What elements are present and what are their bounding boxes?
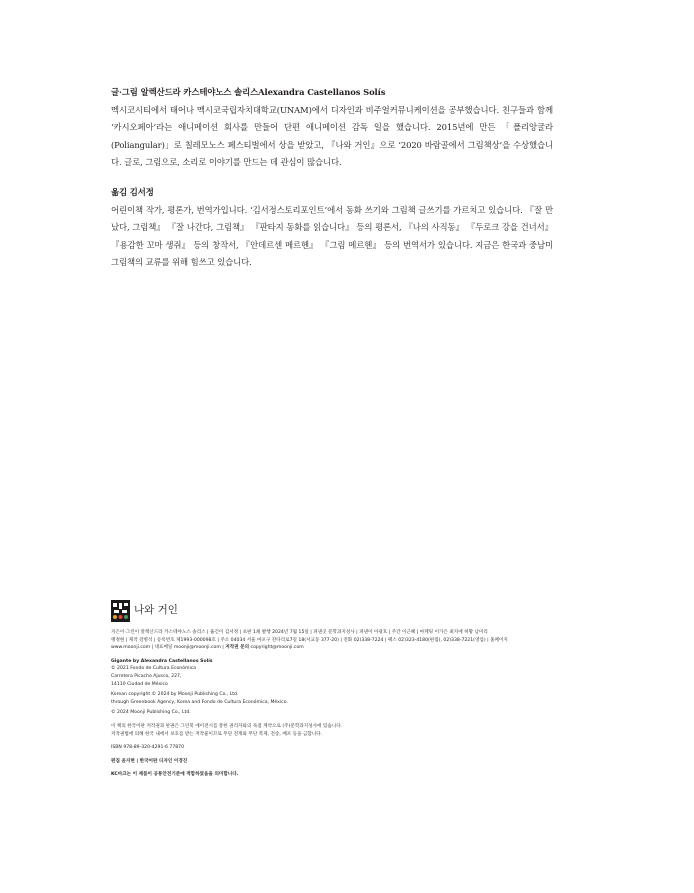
credits-line: 지은이·그린이 알렉산드라 카스테야노스 솔리스 | 옮긴이 김서정 | 초판 1쇄 발행 2024년 7월 15일 | 펴낸곳 문학과지성사 | 펴낸이 이광호 | 주간 이근혜 | 마케팅 이가은 최지애 허황 남미리	[111, 630, 488, 635]
author-bio-section	[111, 84, 553, 172]
translator-bio-text: 어린이책 작가, 평론가, 번역가입니다. ‘김서정스토리포인트’에서 동화 쓰기와 그림책 글쓰기를 가르치고 있습니다. 『잘 만났다, 그림책』 『잘 나간다, 그림책』 『판타지 동화를 읽습니다』 등의 평론서, 『나의 사직동』 『두로크 강을 건너서』 『용감한 꼬마 생쥐』 등의 창작서, 『안데르센 메르헨』 『그림 메르헨』 등의 번역서가 있습니다. 지금은 한국과 중남미 그림책의 교류를 위해 힘쓰고 있습니다.	[111, 204, 553, 267]
rights-notice: 저작권법에 의해 한국 내에서 보호를 받는 저작물이므로 무단 전재와 무단 복제, 전송, 배포 등을 금합니다.	[111, 731, 323, 737]
book-title: 나와 거인	[134, 604, 178, 617]
korean-copyright: through Greenbook Agency, Korea and Fondo de Cultura Económica, México.	[111, 699, 288, 705]
publisher-logo-icon	[111, 600, 130, 622]
credits-line: 맹정현 | 제작 강병석 | 등록번호 제1993-000098호 | 주소 04034 서울 마포구 잔다리로7길 18(서교동 377-20) | 전화 02)338-7224 | 팩스 02)323-4180(편집), 02)338-7221(영업) | 홈페이지	[111, 637, 508, 643]
author-heading: 글·그림 알렉산드라 카스테야노스 솔리스Alexandra Castellanos Solís	[111, 87, 386, 97]
rights-notice: 이 책의 한국어판 저작권과 판권은 그린북 에이전시를 통한 권리자와의 독점 계약으로 (주)문학과지성사에 있습니다.	[111, 723, 343, 729]
translator-bio-section	[111, 184, 553, 272]
kc-safety-notice: KC마크는 이 제품이 공통안전기준에 적합하였음을 의미합니다.	[111, 772, 239, 778]
korean-copyright: Korean copyright © 2024 by Moonji Publishing Co., Ltd.	[111, 692, 239, 698]
original-address: Carretera Picacho Ajusco, 227,	[111, 673, 182, 679]
moonji-copyright: © 2024 Moonji Publishing Co., Ltd.	[111, 710, 191, 716]
copyright-inquiry-label: 저작권 문의	[225, 645, 250, 651]
author-bio-text: 멕시코시티에서 태어나 멕시코국립자치대학교(UNAM)에서 디자인과 비주얼커뮤니케이션을 공부했습니다. 친구들과 함께 ‘카시오페아’라는 애니메이션 회사를 만들어 단편 애니메이션 감독 일을 했습니다. 2015년에 만든 「폴리앙굴라(Poliangular)」로 칠레모노스 페스티벌에서 상을 받았고, 『나와 거인』으로 ‘2020 바람골에서 그림책상’을 수상했습니다. 글로, 그림으로, 소리로 이야기를 만드는 데 관심이 많습니다.	[111, 104, 553, 167]
isbn: ISBN 978-89-320-4291-6 77870	[111, 745, 185, 751]
original-address: 14110 Ciudad de México	[111, 681, 168, 687]
colophon	[111, 599, 551, 779]
contact-text: www.moonji.com | 대표메일 moonji@moonji.com |	[111, 645, 226, 651]
credits-line	[111, 644, 551, 652]
original-title: Gigante by Alexandra Castellanos Solís	[111, 658, 213, 664]
copyright-email: copyright@moonji.com	[249, 645, 304, 651]
series-brand	[111, 599, 551, 623]
editor-credit: 편집 윤지현 | 한국어판 디자인 이경진	[111, 758, 188, 764]
translator-heading: 옮김 김서정	[111, 187, 154, 197]
original-copyright: © 2021 Fondo de Cultura Económica	[111, 666, 197, 672]
